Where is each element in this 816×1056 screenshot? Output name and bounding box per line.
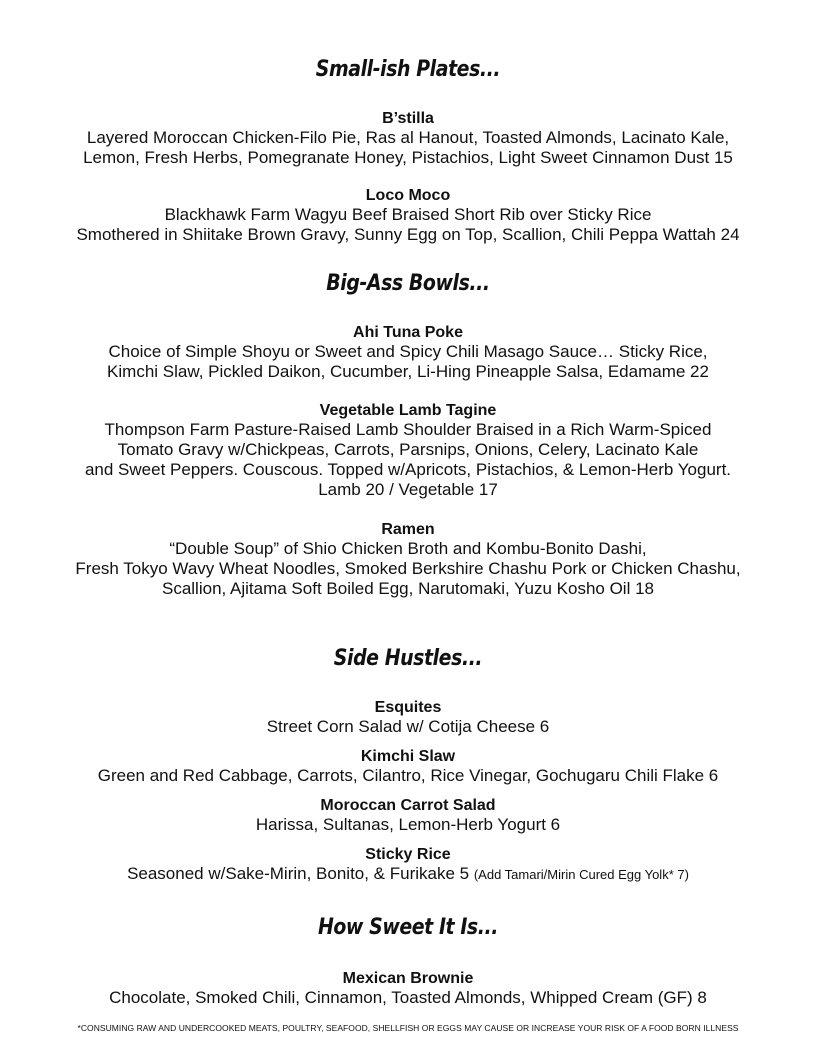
item-description: Thompson Farm Pasture-Raised Lamb Shoulder Braised in a Rich Warm-Spiced	[104, 420, 712, 439]
item-name: Moroccan Carrot Salad	[320, 797, 496, 814]
menu-item-esquites	[0, 698, 816, 737]
item-name: Mexican Brownie	[342, 970, 474, 987]
section-title-big-bowls: Big-Ass Bowls...	[326, 271, 490, 296]
item-description-main: Seasoned w/Sake-Mirin, Bonito, & Furikake 5	[127, 864, 474, 883]
item-name: B’stilla	[382, 110, 434, 127]
item-description: Kimchi Slaw, Pickled Daikon, Cucumber, Li-Hing Pineapple Salsa, Edamame 22	[107, 362, 709, 381]
item-description: Harissa, Sultanas, Lemon-Herb Yogurt 6	[255, 815, 561, 834]
item-description: Chocolate, Smoked Chili, Cinnamon, Toasted Almonds, Whipped Cream (GF) 8	[109, 988, 707, 1007]
section-title-side-hustles: Side Hustles...	[333, 646, 483, 671]
section-title-small-plates: Small-ish Plates...	[315, 57, 501, 82]
item-description: Fresh Tokyo Wavy Wheat Noodles, Smoked Berkshire Chashu Pork or Chicken Chashu,	[75, 559, 741, 578]
food-safety-disclaimer: *CONSUMING RAW AND UNDERCOOKED MEATS, POULTRY, SEAFOOD, SHELLFISH OR EGGS MAY CAUSE OR INCREASE YOUR RISK OF A FOOD BORN ILLNESS	[77, 1023, 739, 1033]
item-description: “Double Soup” of Shio Chicken Broth and Kombu-Bonito Dashi,	[169, 539, 647, 558]
menu-item-mexican-brownie	[0, 969, 816, 1008]
item-name: Vegetable Lamb Tagine	[319, 402, 497, 419]
item-description: Blackhawk Farm Wagyu Beef Braised Short Rib over Sticky Rice	[164, 205, 652, 224]
item-description: and Sweet Peppers. Couscous. Topped w/Apricots, Pistachios, & Lemon-Herb Yogurt.	[84, 460, 732, 479]
item-name: Loco Moco	[365, 187, 451, 204]
menu-item-vegetable-lamb-tagine	[0, 401, 816, 500]
item-description: Lemon, Fresh Herbs, Pomegranate Honey, Pistachios, Light Sweet Cinnamon Dust 15	[83, 148, 733, 167]
item-description: Street Corn Salad w/ Cotija Cheese 6	[266, 717, 550, 736]
section-title-how-sweet-it-is: How Sweet It Is...	[317, 915, 499, 940]
item-price: Lamb 20 / Vegetable 17	[318, 480, 498, 499]
item-name: Ramen	[381, 521, 435, 538]
menu-item-ramen	[0, 520, 816, 599]
menu-item-sticky-rice	[0, 845, 816, 885]
menu-item-bstilla	[0, 109, 816, 168]
item-name: Kimchi Slaw	[360, 748, 456, 765]
item-description: Choice of Simple Shoyu or Sweet and Spicy Chili Masago Sauce… Sticky Rice,	[108, 342, 708, 361]
menu-item-loco-moco	[0, 186, 816, 245]
menu-item-ahi-tuna-poke	[0, 323, 816, 382]
item-description: Layered Moroccan Chicken-Filo Pie, Ras al Hanout, Toasted Almonds, Lacinato Kale,	[86, 128, 730, 147]
item-description: Scallion, Ajitama Soft Boiled Egg, Narutomaki, Yuzu Kosho Oil 18	[161, 579, 654, 598]
item-name: Ahi Tuna Poke	[353, 324, 463, 341]
menu-item-moroccan-carrot-salad	[0, 796, 816, 835]
item-description	[0, 864, 816, 885]
item-name: Sticky Rice	[365, 846, 451, 863]
item-description: Tomato Gravy w/Chickpeas, Carrots, Parsnips, Onions, Celery, Lacinato Kale	[117, 440, 699, 459]
item-name: Esquites	[374, 699, 442, 716]
item-add-on-note: (Add Tamari/Mirin Cured Egg Yolk* 7)	[473, 867, 689, 882]
item-description: Smothered in Shiitake Brown Gravy, Sunny Egg on Top, Scallion, Chili Peppa Wattah 24	[76, 225, 740, 244]
menu-item-kimchi-slaw	[0, 747, 816, 786]
item-description: Green and Red Cabbage, Carrots, Cilantro, Rice Vinegar, Gochugaru Chili Flake 6	[97, 766, 719, 785]
